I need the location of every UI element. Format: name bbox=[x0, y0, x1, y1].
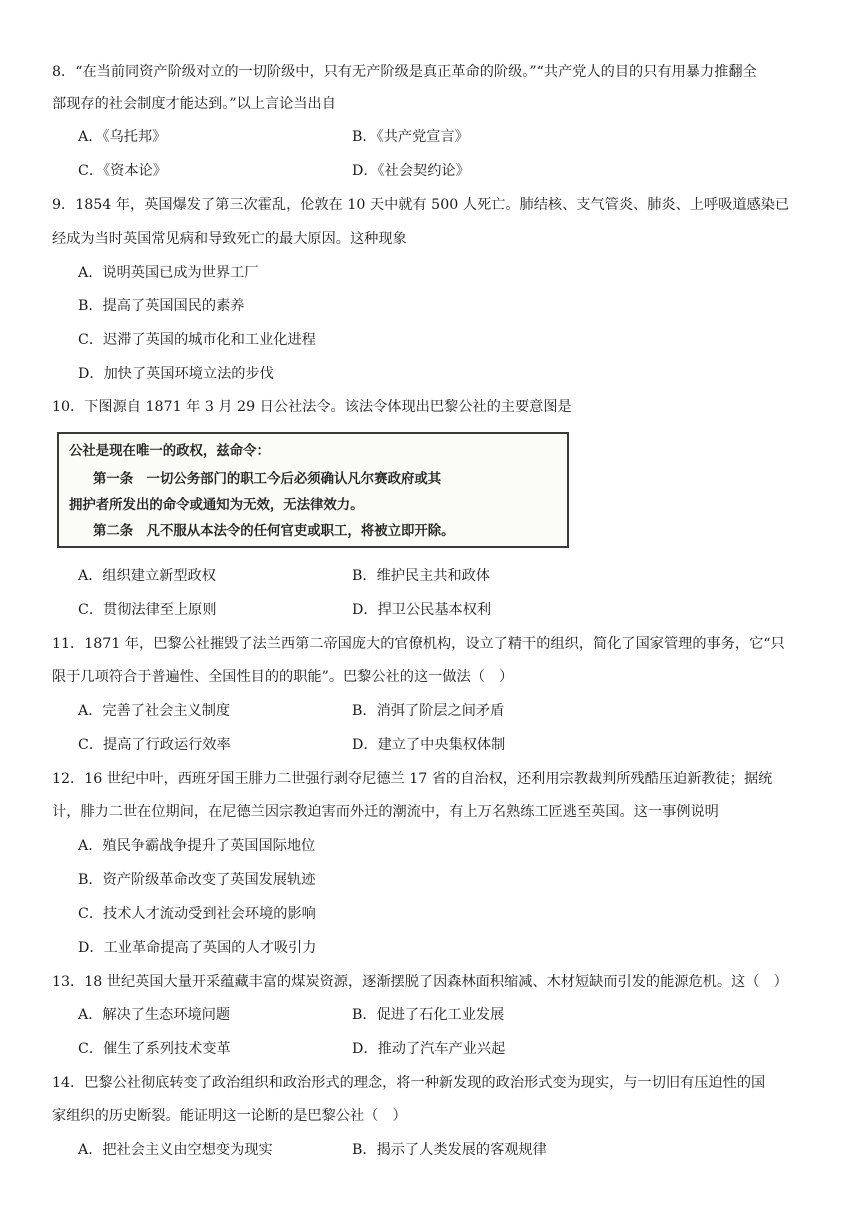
question-10-option-c[interactable]: C．贯彻法律至上原则 bbox=[78, 602, 217, 618]
question-8-stem-line-1: 8．“在当前同资产阶级对立的一切阶级中，只有无产阶级是真正革命的阶级。”“共产党人的目的只有用暴力推翻全 bbox=[52, 64, 757, 80]
question-13-option-b[interactable]: B．促进了石化工业发展 bbox=[352, 1007, 505, 1023]
question-10-stem: 10．下图源自 1871 年 3 月 29 日公社法令。该法令体现出巴黎公社的主要意图是 bbox=[52, 399, 572, 415]
question-11-option-c[interactable]: C．提高了行政运行效率 bbox=[78, 737, 231, 753]
question-11-stem-line-2: 限于几项符合于普遍性、全国性目的的职能”。巴黎公社的这一做法（ ） bbox=[52, 669, 514, 685]
question-10-option-a[interactable]: A．组织建立新型政权 bbox=[78, 568, 216, 584]
question-12-stem-line-1: 12．16 世纪中叶，西班牙国王腓力二世强行剥夺尼德兰 17 省的自治权，还利用宗教裁判所残酷压迫新教徒；据统 bbox=[52, 771, 773, 787]
question-12-option-a[interactable]: A．殖民争霸战争提升了英国国际地位 bbox=[78, 838, 316, 854]
question-8-option-c[interactable]: C．《资本论》 bbox=[78, 163, 167, 179]
question-9-option-b[interactable]: B．提高了英国国民的素养 bbox=[78, 298, 245, 314]
decree-line-2: 第一条 一切公务部门的职工今后必须确认凡尔赛政府或其 bbox=[93, 472, 442, 487]
question-14-option-b[interactable]: B．揭示了人类发展的客观规律 bbox=[352, 1142, 547, 1158]
decree-line-1: 公社是现在唯一的政权，兹命令： bbox=[69, 444, 270, 459]
question-9-option-d[interactable]: D．加快了英国环境立法的步伐 bbox=[78, 366, 274, 382]
question-12-option-b[interactable]: B．资产阶级革命改变了英国发展轨迹 bbox=[78, 872, 316, 888]
question-11-option-b[interactable]: B．消弭了阶层之间矛盾 bbox=[352, 703, 505, 719]
question-9-option-c[interactable]: C．迟滞了英国的城市化和工业化进程 bbox=[78, 332, 316, 348]
question-8-option-b[interactable]: B．《共产党宣言》 bbox=[352, 129, 469, 145]
question-10-option-b[interactable]: B．维护民主共和政体 bbox=[352, 568, 491, 584]
question-12-option-c[interactable]: C．技术人才流动受到社会环境的影响 bbox=[78, 906, 316, 922]
decree-line-3: 拥护者所发出的命令或通知为无效，无法律效力。 bbox=[69, 498, 364, 513]
question-14-stem-line-1: 14．巴黎公社彻底转变了政治组织和政治形式的理念，将一种新发现的政治形式变为现实，与一切旧有压迫性的国 bbox=[52, 1075, 766, 1091]
question-9-option-a[interactable]: A．说明英国已成为世界工厂 bbox=[78, 265, 259, 281]
question-13-option-c[interactable]: C．催生了系列技术变革 bbox=[78, 1041, 231, 1057]
question-14-stem-line-2: 家组织的历史断裂。能证明这一论断的是巴黎公社（ ） bbox=[52, 1108, 407, 1124]
question-8-option-a[interactable]: A．《乌托邦》 bbox=[78, 129, 167, 145]
question-12-stem-line-2: 计，腓力二世在位期间，在尼德兰因宗教迫害而外迁的潮流中，有上万名熟练工匠逃至英国。这一事例说明 bbox=[52, 804, 719, 820]
question-9-stem-line-1: 9．1854 年，英国爆发了第三次霍乱，伦敦在 10 天中就有 500 人死亡。肺结核、支气管炎、肺炎、上呼吸道感染已 bbox=[52, 197, 790, 213]
decree-image bbox=[57, 432, 569, 548]
question-13-option-d[interactable]: D．推动了汽车产业兴起 bbox=[352, 1041, 506, 1057]
question-8-option-d[interactable]: D．《社会契约论》 bbox=[352, 163, 470, 179]
question-10-option-d[interactable]: D．捍卫公民基本权利 bbox=[352, 602, 492, 618]
question-11-option-a[interactable]: A．完善了社会主义制度 bbox=[78, 703, 231, 719]
question-12-option-d[interactable]: D．工业革命提高了英国的人才吸引力 bbox=[78, 940, 317, 956]
question-11-stem-line-1: 11．1871 年，巴黎公社摧毁了法兰西第二帝国庞大的官僚机构，设立了精干的组织，简化了国家管理的事务，它“只 bbox=[52, 636, 785, 652]
question-13-option-a[interactable]: A．解决了生态环境问题 bbox=[78, 1007, 231, 1023]
decree-line-4: 第二条 凡不服从本法令的任何官吏或职工，将被立即开除。 bbox=[93, 524, 455, 539]
question-8-stem-line-2: 部现存的社会制度才能达到。”以上言论当出自 bbox=[52, 96, 336, 112]
question-14-option-a[interactable]: A．把社会主义由空想变为现实 bbox=[78, 1142, 273, 1158]
question-11-option-d[interactable]: D．建立了中央集权体制 bbox=[352, 737, 506, 753]
question-9-stem-line-2: 经成为当时英国常见病和导致死亡的最大原因。这种现象 bbox=[52, 231, 407, 247]
question-13-stem: 13．18 世纪英国大量开采蕴藏丰富的煤炭资源，逐渐摆脱了因森林面积缩减、木材短缺而引发的能源危机。这（ ） bbox=[52, 974, 788, 990]
